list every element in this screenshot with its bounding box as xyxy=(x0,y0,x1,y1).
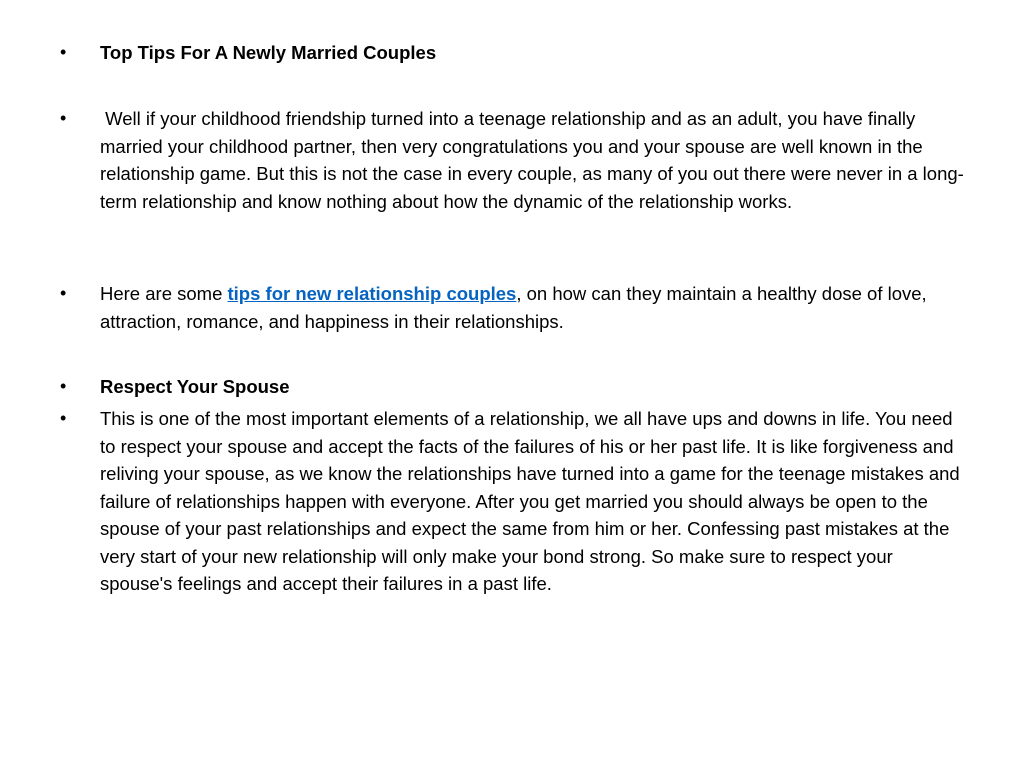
bullet-icon: • xyxy=(60,42,67,62)
tips-text-before: Here are some xyxy=(100,283,228,304)
heading-top-tips: Top Tips For A Newly Married Couples xyxy=(100,42,437,63)
intro-paragraph: Well if your childhood friendship turned into a teenage relationship and as an adult, you have finally married your childhood partner, then very congratulations you and your spouse are well known in the relationship game. But this is not the case in every couple, as many of you out there were never in a long-term relationship and know nothing about how the dynamic of the relationship works. xyxy=(100,108,964,212)
respect-paragraph: This is one of the most important elements of a relationship, we all have ups and downs in life. You need to respect your spouse and accept the facts of the failures of his or her past life. It is like forgiveness and reliving your spouse, as we know the relationships have turned into a game for the teenage mistakes and failure of relationships happen with everyone. After you get married you should always be open to the spouse of your past relationships and expect the same from him or her. Confessing past mistakes at the very start of your new relationship will only make your bond strong. So make sure to respect your spouse's feelings and accept their failures in a past life. xyxy=(100,408,960,594)
tips-text-after: , on how can they maintain a healthy dose of love, attraction, romance, and happiness in their relationships. xyxy=(100,283,927,332)
bullet-icon: • xyxy=(60,408,67,428)
bullet-icon: • xyxy=(60,108,67,128)
heading-respect-your-spouse: Respect Your Spouse xyxy=(100,376,290,397)
tips-paragraph xyxy=(100,280,965,335)
bullet-icon: • xyxy=(60,283,67,303)
tips-link[interactable]: tips for new relationship couples xyxy=(227,283,517,304)
bullet-icon: • xyxy=(60,376,67,396)
